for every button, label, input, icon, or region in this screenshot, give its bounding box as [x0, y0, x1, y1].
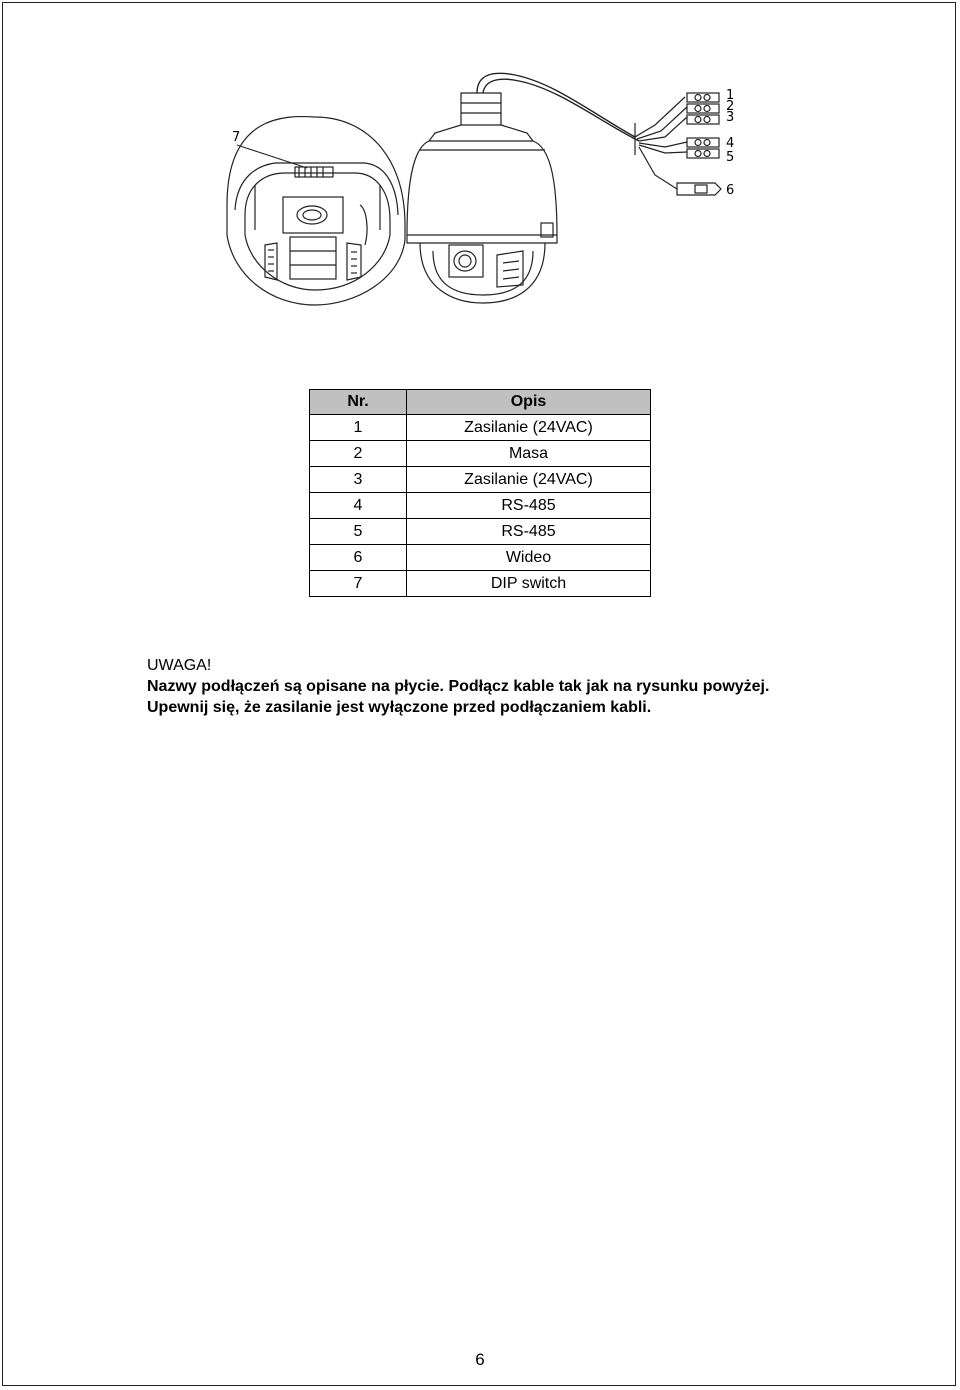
row-description: DIP switch: [407, 571, 651, 597]
callout-1: 1: [726, 88, 735, 103]
connection-table: [309, 389, 651, 597]
warning-line-1: Nazwy podłączeń są opisane na płycie. Podłącz kable tak jak na rysunku powyżej.: [147, 678, 770, 695]
callout-3: 3: [726, 110, 735, 125]
row-number: 2: [310, 441, 407, 467]
table-row: [310, 467, 651, 493]
callout-7: 7: [232, 130, 241, 145]
camera-diagram: [215, 55, 755, 315]
row-description: RS-485: [407, 519, 651, 545]
header-nr: Nr.: [310, 390, 407, 415]
callout-6: 6: [726, 183, 735, 198]
table-row: [310, 571, 651, 597]
warning-heading: UWAGA!: [147, 657, 212, 674]
header-opis: Opis: [407, 390, 651, 415]
table-row: [310, 519, 651, 545]
row-number: 7: [310, 571, 407, 597]
callout-5: 5: [726, 150, 735, 165]
row-number: 1: [310, 415, 407, 441]
table-header-row: [310, 390, 651, 415]
camera-drawing: [215, 55, 755, 315]
row-number: 6: [310, 545, 407, 571]
row-description: Wideo: [407, 545, 651, 571]
row-number: 3: [310, 467, 407, 493]
row-number: 5: [310, 519, 407, 545]
row-number: 4: [310, 493, 407, 519]
callout-2: 2: [726, 99, 735, 114]
warning-line-2: Upewnij się, że zasilanie jest wyłączone przed podłączaniem kabli.: [147, 699, 652, 716]
table-row: [310, 415, 651, 441]
callout-4: 4: [726, 136, 735, 151]
page-number: 6: [475, 1350, 485, 1369]
row-description: RS-485: [407, 493, 651, 519]
table-row: [310, 493, 651, 519]
table-row: [310, 545, 651, 571]
row-description: Masa: [407, 441, 651, 467]
row-description: Zasilanie (24VAC): [407, 467, 651, 493]
table-row: [310, 441, 651, 467]
warning-notice: [147, 655, 847, 718]
row-description: Zasilanie (24VAC): [407, 415, 651, 441]
